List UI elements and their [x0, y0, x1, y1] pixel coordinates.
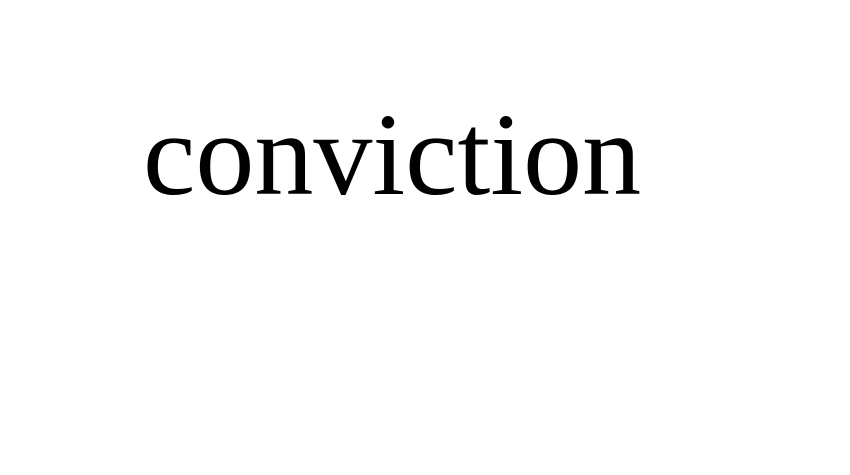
word-text: conviction [143, 89, 642, 220]
